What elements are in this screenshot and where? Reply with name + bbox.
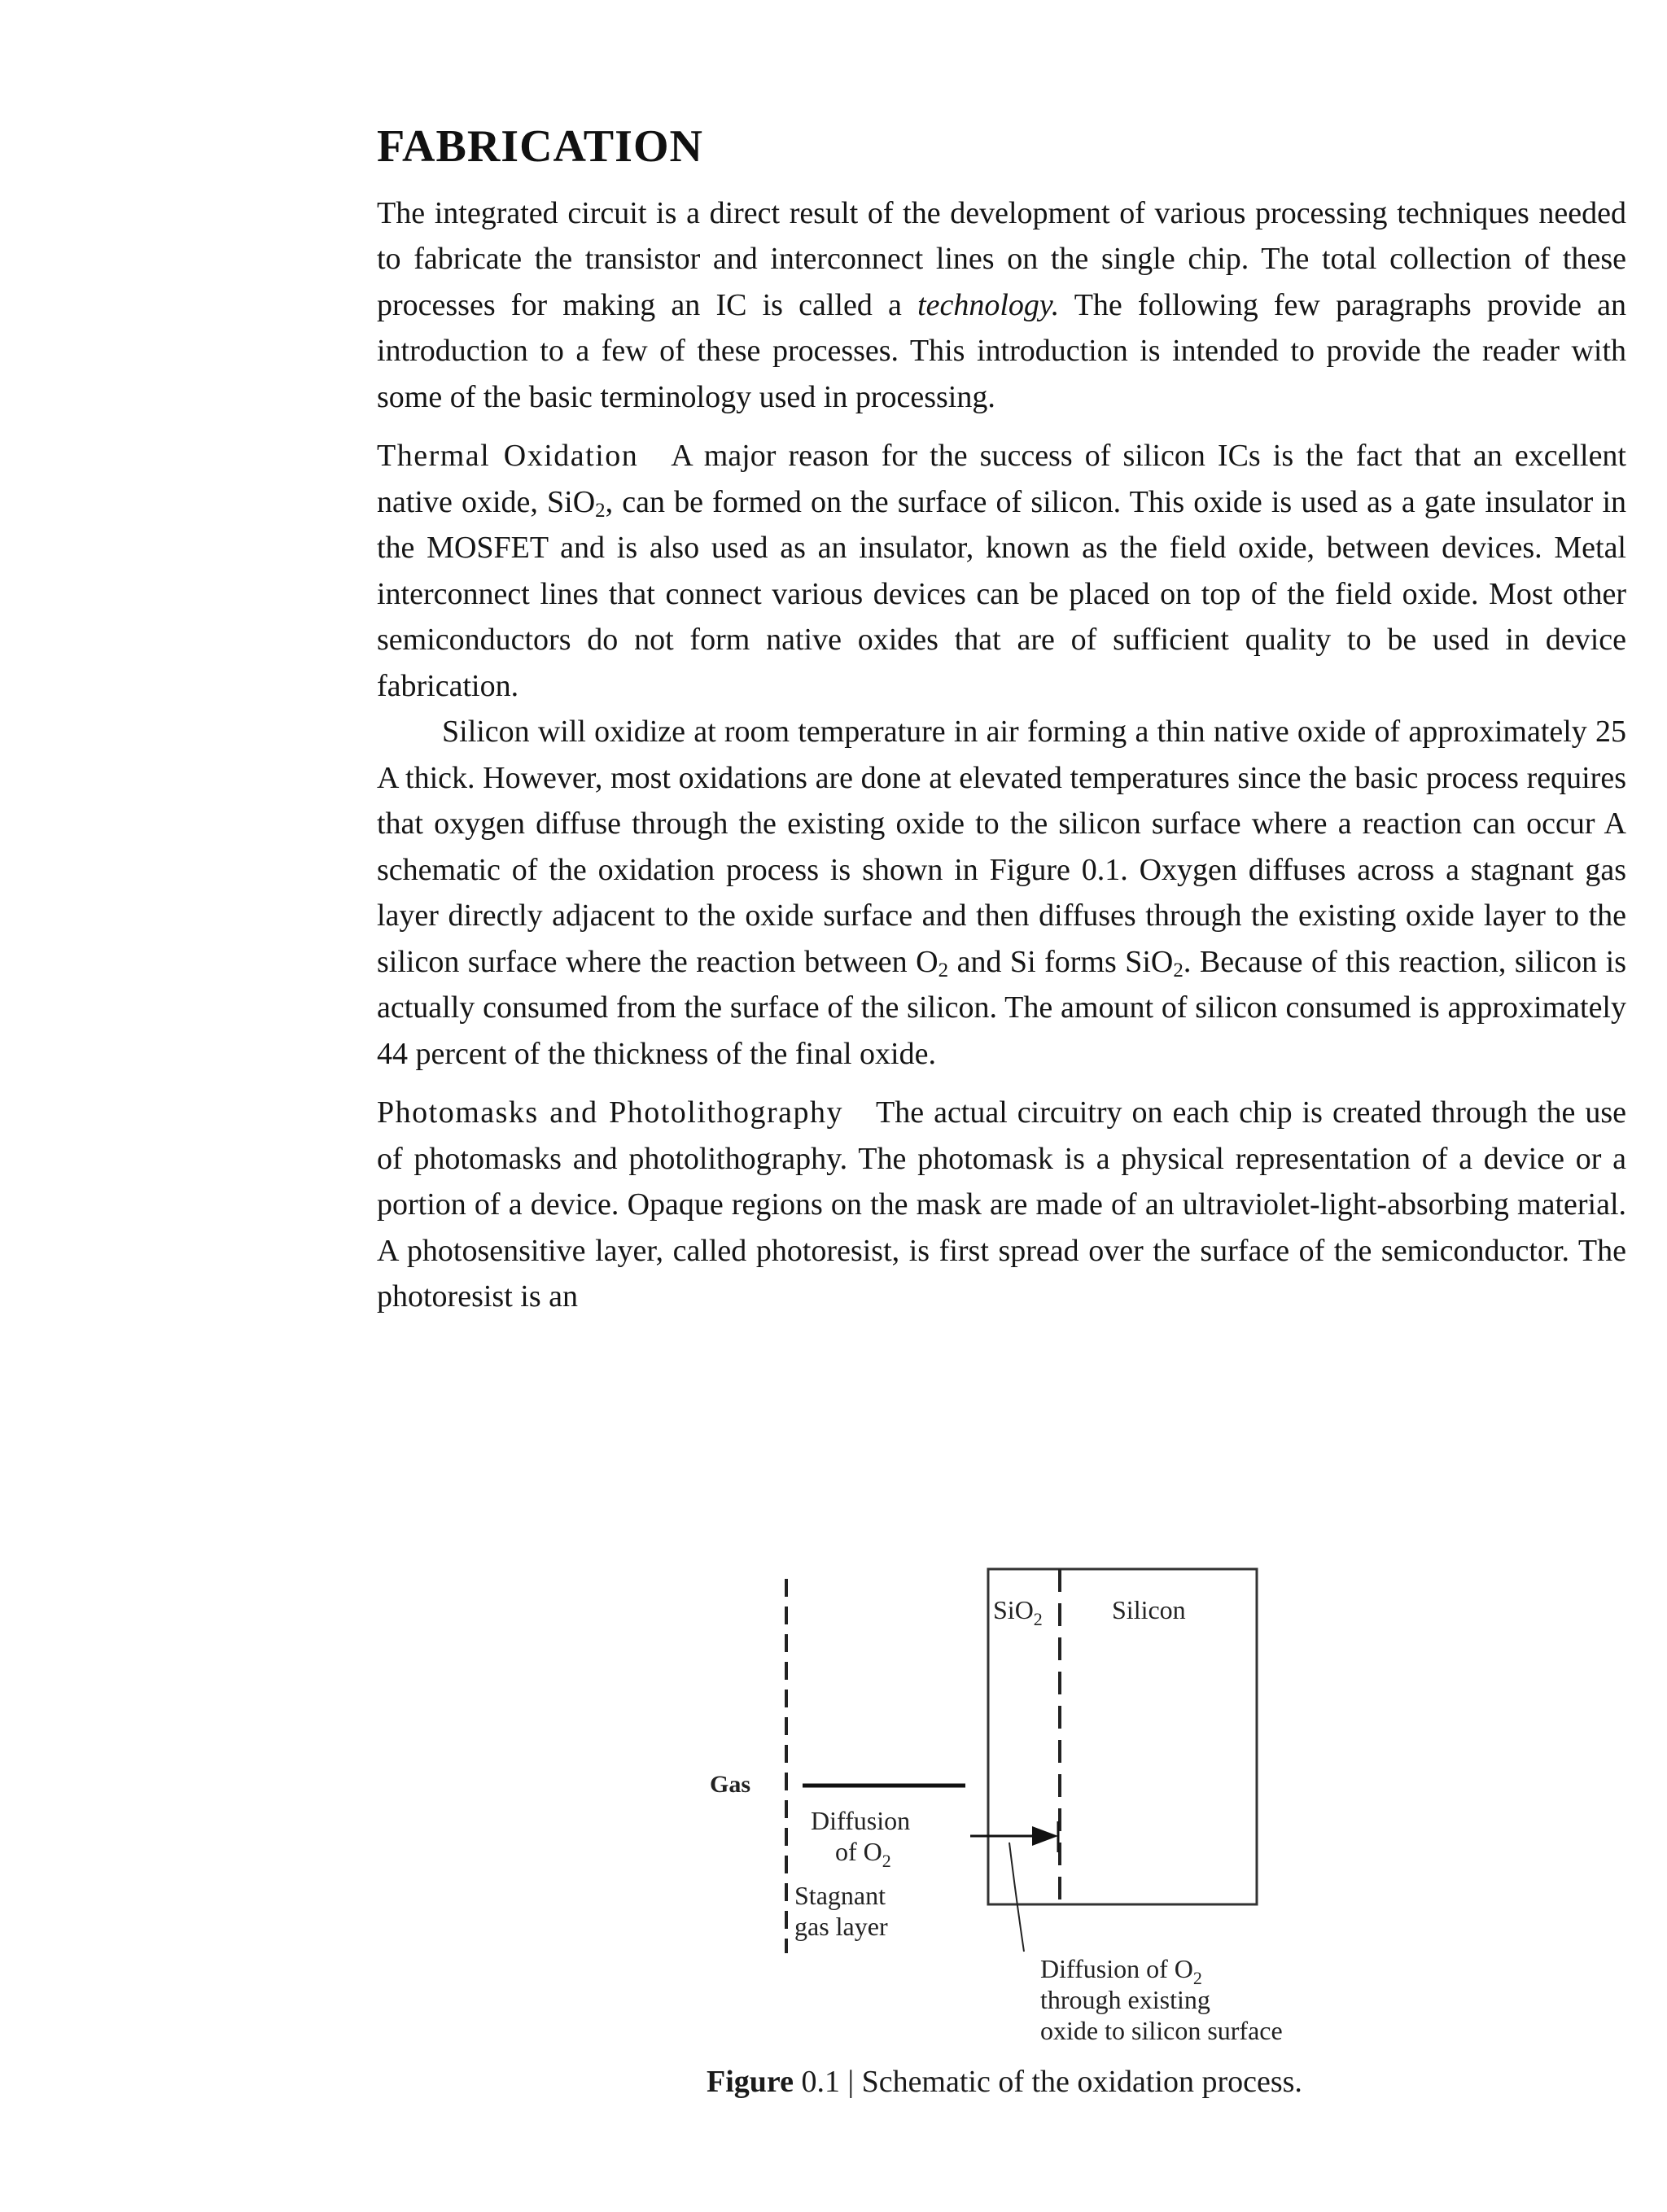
intro-paragraph: [377, 190, 1626, 421]
page-content: [377, 122, 1626, 1320]
oxidation-process-paragraph: [377, 709, 1626, 1077]
through-oxide-label-1: Diffusion of $O_2$: [1040, 1954, 1202, 1988]
gas-label: Gas: [710, 1771, 751, 1798]
oxidation-text-b: and Si forms SiO: [948, 944, 1174, 979]
oxidation-text-a: Silicon will oxidize at room temperature in air forming a thin native oxide of approximately 25 A thick. However, most oxidations are done at elevated temperatures since the basic process requires that oxygen diffuse through the existing oxide to the silicon surface where a reaction can occur A schematic of the oxidation process is shown in Figure 0.1. Oxygen diffuses across a stagnant gas layer directly adjacent to the oxide surface and then diffuses through the existing oxide layer to the silicon surface where the reaction between O: [377, 715, 1626, 979]
thermal-oxidation-paragraph: [377, 433, 1626, 709]
diffusion-arrow-head: [1032, 1826, 1058, 1846]
photolithography-paragraph: [377, 1090, 1626, 1320]
caption-text: Schematic of the oxidation process.: [861, 2065, 1302, 2099]
figure-caption: [707, 2059, 1325, 2105]
stagnant-label-1: Stagnant: [794, 1881, 886, 1910]
silicon-label: Silicon: [1112, 1595, 1186, 1624]
caption-separator: |: [847, 2065, 855, 2099]
thermal-oxidation-title: Thermal Oxidation: [377, 439, 639, 474]
intro-text-end: The following few paragraphs provide an introduction to a few of these processes. This introduction is intended to provide the reader with some of the basic terminology used in processing.: [377, 287, 1626, 414]
caption-number: 0.1: [801, 2065, 840, 2099]
photolithography-title: Photomasks and Photolithography: [377, 1095, 843, 1130]
diffusion-label-1: Diffusion: [811, 1806, 911, 1835]
through-oxide-label-3: oxide to silicon surface: [1040, 2016, 1283, 2045]
thermal-text-b: , can be formed on the surface of silicon. This oxide is used as a gate insulator in the MOSFET and is also used as an insulator, known as the field oxide, between devices. Metal interconnect lines that connect various devices can be placed on top of the field oxide. Most other semiconductors do not form native oxides that are of sufficient quality to be used in device fabrication.: [377, 484, 1626, 703]
sio2-label: SiO$_2$: [993, 1595, 1043, 1629]
silicon-box: [988, 1569, 1257, 1904]
leader-line: [1009, 1843, 1024, 1952]
thermal-text-a: A major reason for the success of silicon ICs is the fact that an excellent native oxide, SiO: [377, 439, 1626, 519]
photolithography-text: The actual circuitry on each chip is created through the use of photomasks and photolithography. The photomask is a physical representation of a device or a portion of a device. Opaque regions on the mask are made of an ultraviolet-light-absorbing material. A photosensitive layer, called photoresist, is first spread over the surface of the semiconductor. The photoresist is an: [377, 1095, 1626, 1314]
subscript: 2: [595, 499, 606, 522]
intro-text: The integrated circuit is a direct result of the development of various processing techniques needed to fabricate the transistor and interconnect lines on the single chip. The total collection of these processes for making an IC is called a: [377, 195, 1626, 322]
subscript: 2: [1173, 959, 1184, 981]
intro-term: technology.: [917, 287, 1060, 322]
stagnant-label-2: gas layer: [794, 1912, 888, 1941]
subscript: 2: [938, 959, 949, 981]
caption-label: Figure: [707, 2065, 794, 2099]
diffusion-label-2: of $O_2$: [835, 1837, 891, 1871]
oxidation-text-c: . Because of this reaction, silicon is actually consumed from the surface of the silicon. The amount of silicon consumed is approximately 44 percent of the thickness of the final oxide.: [377, 944, 1626, 1071]
through-oxide-label-2: through existing: [1040, 1985, 1210, 2014]
section-heading: FABRICATION: [377, 121, 703, 172]
